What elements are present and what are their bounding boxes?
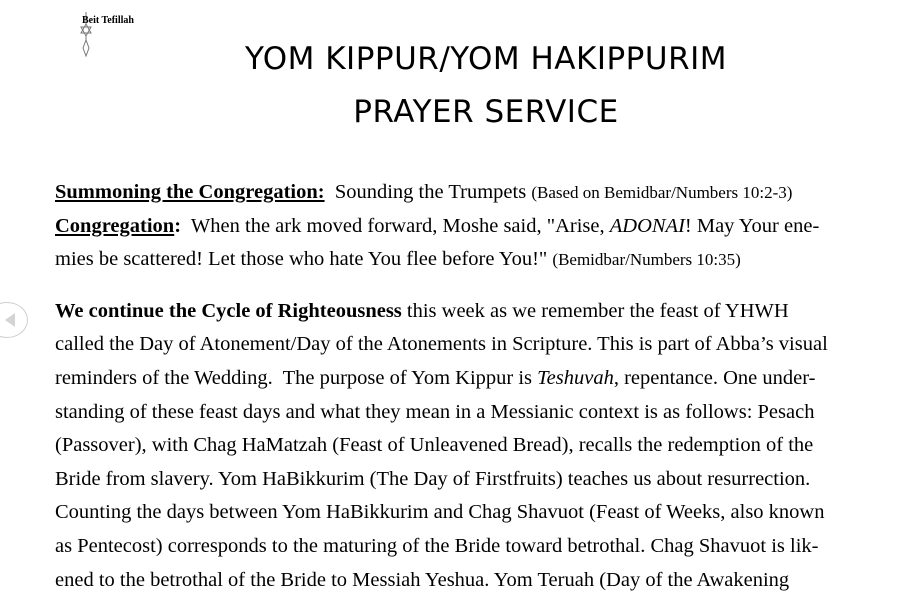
cycle-heading: We continue the Cycle of Righteousness [55, 299, 402, 322]
paragraph-line: called the Day of Atonement/Day of the Atonements in Scripture. This is part of Abba’s visual [55, 333, 828, 356]
page-title: YOM KIPPUR/YOM HAKIPPURIM [244, 41, 727, 77]
logo-text: Beit Tefillah [82, 15, 134, 26]
congregation-heading: Congregation [55, 214, 175, 237]
paragraph-line: We continue the Cycle of Righteousness this week as we remember the feast of YHWH [55, 299, 789, 322]
paragraph-line: as Pentecost) corresponds to the maturing of the Bride toward betrothal. Chag Shavuot is lik- [55, 534, 819, 557]
paragraph-line: Counting the days between Yom HaBikkurim and Chag Shavuot (Feast of Weeks, also known [55, 501, 825, 524]
paragraph-line: standing of these feast days and what they mean in a Messianic context is as follows: Pesach [55, 400, 815, 423]
triangle-left-icon [4, 312, 16, 328]
page-subtitle: PRAYER SERVICE [353, 94, 619, 130]
document-body [55, 176, 910, 597]
summoning-line: Summoning the Congregation: Sounding the Trumpets (Based on Bemidbar/Numbers 10:2-3) [55, 181, 793, 203]
paragraph-line: Bride from slavery. Yom HaBikkurim (The Day of Firstfruits) teaches us about resurrection. [55, 467, 811, 490]
paragraph-line: reminders of the Wedding. The purpose of Yom Kippur is Teshuvah, repentance. One under- [55, 366, 816, 389]
congregation-line-1: Congregation: When the ark moved forward, Moshe said, "Arise, ADONAI! May Your ene- [55, 214, 820, 237]
summoning-heading: Summoning the Congregation: [55, 181, 325, 203]
previous-page-button[interactable] [0, 302, 28, 338]
congregation-line-2: mies be scattered! Let those who hate You flee before You!" (Bemidbar/Numbers 10:35) [55, 248, 741, 271]
paragraph-line: ened to the betrothal of the Bride to Messiah Yeshua. Yom Teruah (Day of the Awakening [55, 568, 790, 591]
paragraph-line: (Passover), with Chag HaMatzah (Feast of Unleavened Bread), recalls the redemption of the [55, 434, 814, 457]
